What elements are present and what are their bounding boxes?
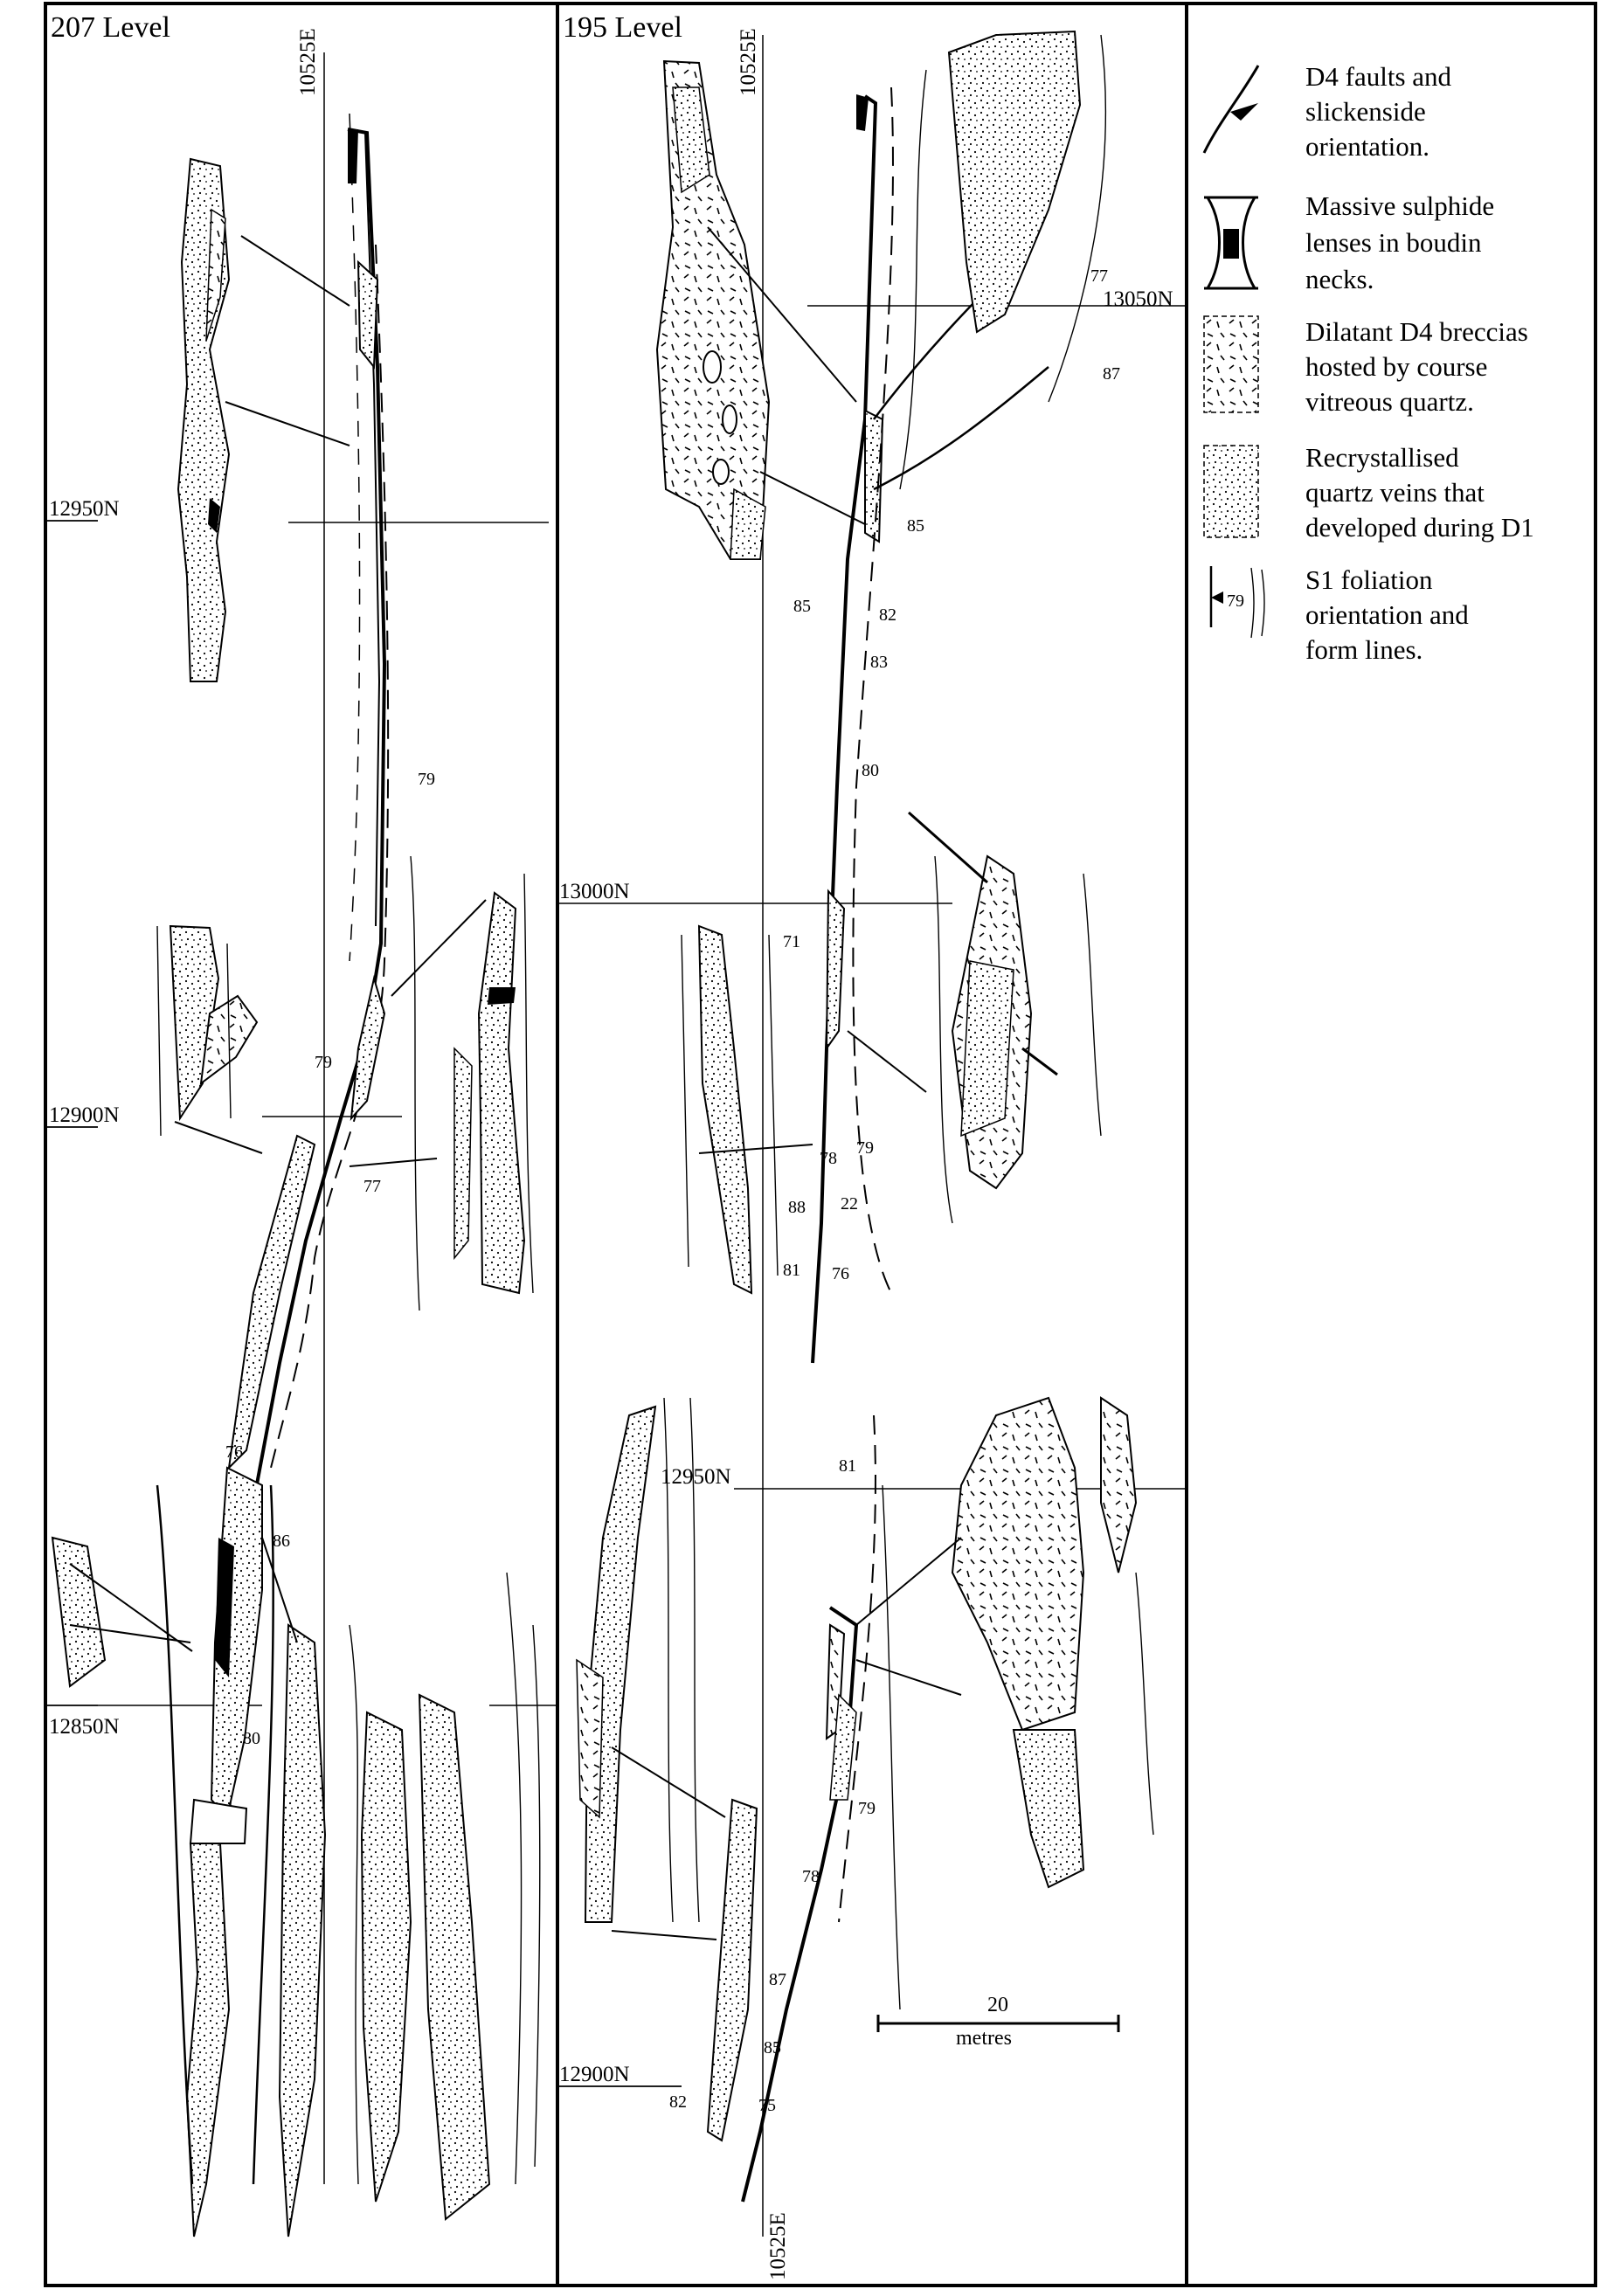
northing-12950-left: 12950N xyxy=(49,497,120,521)
dip-left: 77 xyxy=(363,1177,381,1196)
dip-mid: 22 xyxy=(841,1194,858,1214)
dip-mid: 76 xyxy=(832,1264,849,1283)
dip-mid: 78 xyxy=(820,1149,837,1168)
dip-mid: 78 xyxy=(802,1867,820,1886)
scale-bar-unit: metres xyxy=(956,2027,1012,2050)
legend-quartz-line1: Recrystallised xyxy=(1305,442,1459,473)
legend-quartz-line3: developed during D1 xyxy=(1305,512,1534,543)
northing-12900-left: 12900N xyxy=(49,1103,120,1127)
scale-bar-value: 20 xyxy=(987,1994,1008,2016)
dip-mid: 82 xyxy=(879,605,896,625)
legend-foliation-line3: form lines. xyxy=(1305,634,1423,665)
dip-mid: 87 xyxy=(769,1970,786,1989)
dip-mid: 87 xyxy=(1103,364,1120,384)
dip-mid: 85 xyxy=(907,516,924,536)
dip-mid: 77 xyxy=(1090,266,1108,286)
easting-label-left: 10525E xyxy=(296,28,320,96)
legend-breccia-line1: Dilatant D4 breccias xyxy=(1305,316,1528,347)
legend-sulphide-line2: lenses in boudin xyxy=(1305,227,1482,258)
dip-mid: 79 xyxy=(856,1138,874,1158)
legend-sulphide-line3: necks. xyxy=(1305,264,1374,294)
dip-mid: 81 xyxy=(783,1261,800,1280)
dip-mid: 75 xyxy=(758,2096,776,2115)
dip-mid: 88 xyxy=(788,1198,806,1217)
dip-mid: 82 xyxy=(669,2092,687,2112)
northing-12950-mid: 12950N xyxy=(661,1465,731,1489)
dip-left: 76 xyxy=(225,1442,243,1462)
dip-mid: 80 xyxy=(862,761,879,780)
northing-12850-left: 12850N xyxy=(49,1715,120,1739)
legend-foliation-line1: S1 foliation xyxy=(1305,564,1433,595)
legend-breccia-line2: hosted by course xyxy=(1305,351,1488,382)
legend-foliation-dip: 79 xyxy=(1227,591,1244,611)
dip-mid: 79 xyxy=(858,1799,876,1818)
dip-mid: 85 xyxy=(764,2038,781,2057)
dip-left: 79 xyxy=(315,1053,332,1072)
easting-label-mid-top: 10525E xyxy=(737,28,760,96)
easting-label-mid-bottom: 10525E xyxy=(766,2212,790,2280)
northing-13000: 13000N xyxy=(559,880,630,903)
legend-faults-line1: D4 faults and xyxy=(1305,61,1452,92)
legend xyxy=(1227,61,1534,665)
dip-mid: 85 xyxy=(793,597,811,616)
dip-left: 86 xyxy=(273,1532,290,1551)
dip-mid: 71 xyxy=(783,932,800,951)
dip-mid: 81 xyxy=(839,1456,856,1476)
northing-12900-mid: 12900N xyxy=(559,2063,630,2086)
panel-title-195: 195 Level xyxy=(563,11,682,44)
northing-13050: 13050N xyxy=(1103,287,1173,311)
dip-mid: 83 xyxy=(870,653,888,672)
legend-faults-line3: orientation. xyxy=(1305,131,1430,162)
dip-left: 80 xyxy=(243,1729,260,1748)
legend-faults-line2: slickenside xyxy=(1305,96,1426,127)
panel-title-207: 207 Level xyxy=(51,11,170,44)
legend-breccia-line3: vitreous quartz. xyxy=(1305,386,1474,417)
dip-left: 79 xyxy=(418,770,435,789)
legend-foliation-line2: orientation and xyxy=(1305,599,1469,630)
legend-quartz-line2: quartz veins that xyxy=(1305,477,1485,508)
legend-sulphide-line1: Massive sulphide xyxy=(1305,190,1495,221)
